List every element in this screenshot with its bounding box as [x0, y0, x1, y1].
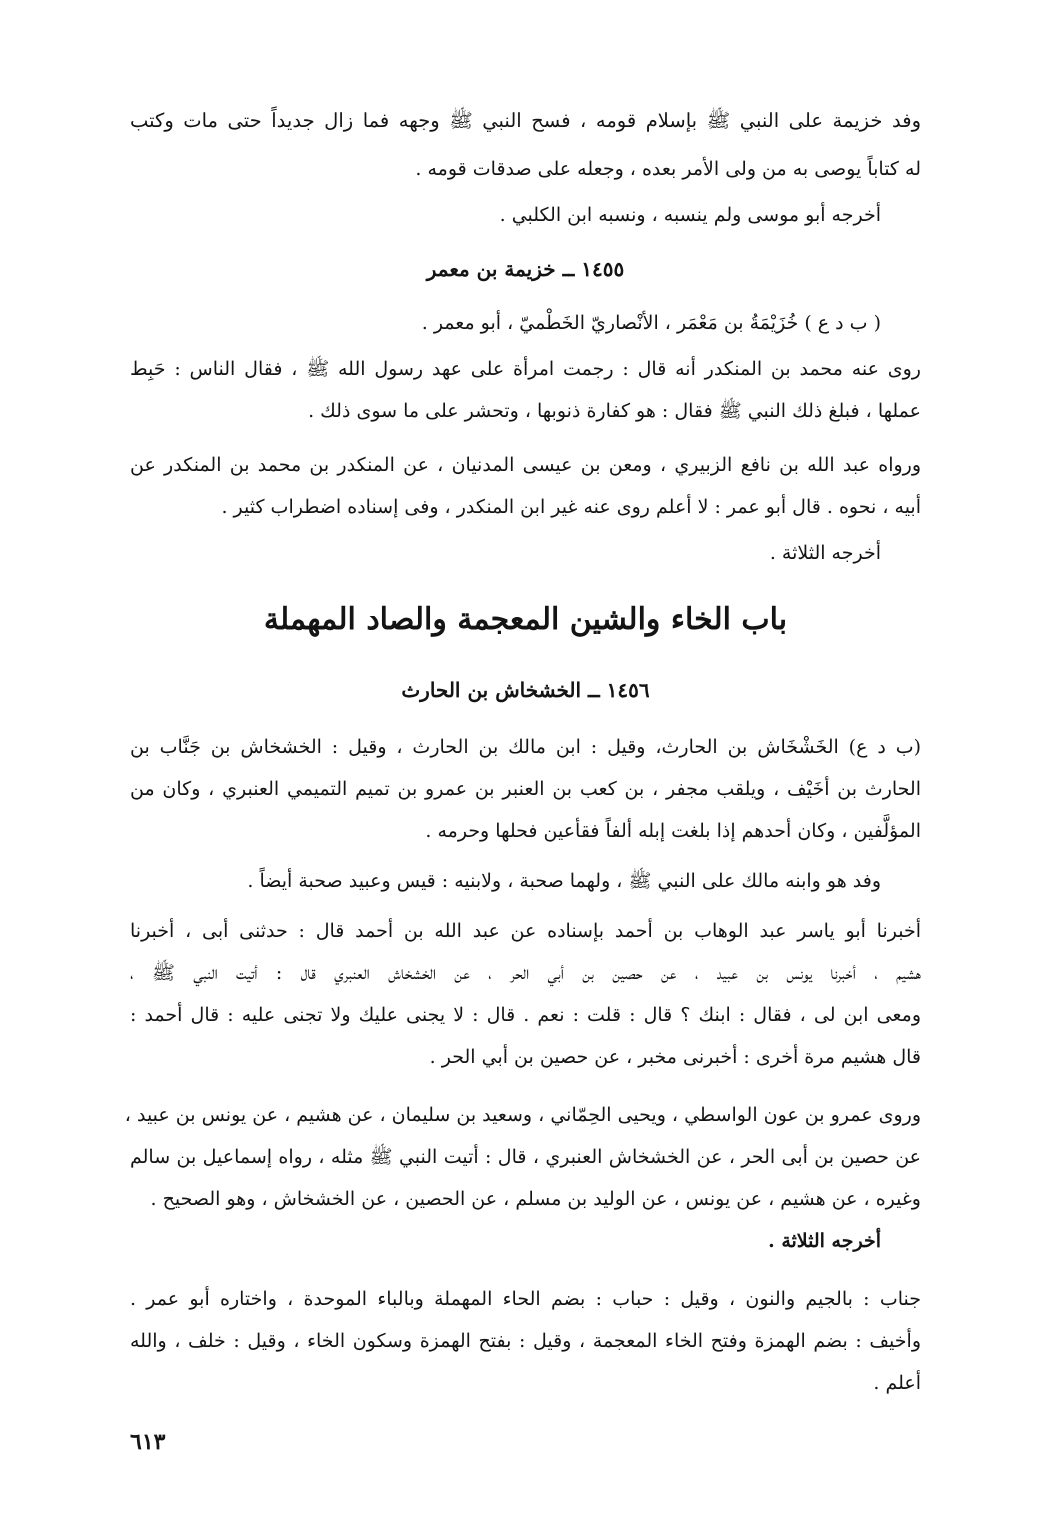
paragraph-line: وغيره ، عن هشيم ، عن يونس ، عن الوليد بن مسلم ، عن الحصين ، عن الخشخاش ، وهو الصحيح . — [150, 1188, 921, 1210]
paragraph-line: أخرجه الثلاثة . — [768, 1230, 881, 1252]
page-number: ٦١٣ — [130, 1429, 166, 1455]
paragraph-line: ( ب د ع ) خُزَيْمَةُ بن مَعْمَر ، الأنْصاريّ الخَطْميّ ، أبو معمر . — [421, 312, 881, 334]
paragraph-line: هشيم ، أخبرنا يونس بن عبيد ، عن حصين بن أبي الحر ، عن الخشخاش العنبري قال : أتيت النبي ﷺ ، — [130, 962, 921, 984]
entry-title: ١٤٥٥ ــ خزيمة بن معمر — [426, 257, 625, 281]
paragraph-line: أخرجه أبو موسى ولم ينسبه ، ونسبه ابن الكلبي . — [499, 204, 881, 226]
paragraph-line: وأخيف : بضم الهمزة وفتح الخاء المعجمة ، وقيل : بفتح الهمزة وسكون الخاء ، وقيل : خلف ، والله — [130, 1330, 921, 1352]
paragraph-line: وفد خزيمة على النبي ﷺ بإسلام قومه ، فسح النبي ﷺ وجهه فما زال جديداً حتى مات وكتب — [130, 109, 921, 132]
paragraph-line: أخبرنا أبو ياسر عبد الوهاب بن أحمد بإسناده عن عبد الله بن أحمد قال : حدثنى أبى ، أخبرنا — [130, 920, 921, 942]
paragraph-line: الحارث بن أخَيْف ، ويلقب مجفر ، بن كعب بن العنبر بن عمرو بن تميم التميمي العنبري ، وكان من — [130, 778, 921, 800]
paragraph-line: عن حصين بن أبى الحر ، عن الخشخاش العنبري ، قال : أتيت النبي ﷺ مثله ، رواه إسماعيل بن سالم — [130, 1146, 921, 1168]
entry-title: ١٤٥٦ ــ الخشخاش بن الحارث — [401, 678, 650, 702]
paragraph-line: عملها ، فبلغ ذلك النبي ﷺ فقال : هو كفارة ذنوبها ، وتحشر على ما سوى ذلك . — [308, 400, 921, 422]
paragraph-line: المؤلَّفين ، وكان أحدهم إذا بلغت إبله ألفاً فقأعين فحلها وحرمه . — [425, 820, 921, 842]
paragraph-line: قال هشيم مرة أخرى : أخبرنى مخبر ، عن حصين بن أبي الحر . — [429, 1046, 921, 1068]
chapter-title: باب الخاء والشين المعجمة والصاد المهملة — [263, 602, 788, 637]
paragraph-line: ورواه عبد الله بن نافع الزبيري ، ومعن بن عيسى المدنيان ، عن المنكدر بن محمد بن المنكدر عن — [130, 454, 921, 476]
paragraph-line: وفد هو وابنه مالك على النبي ﷺ ، ولهما صحبة ، ولابنيه : قيس وعبيد صحبة أيضاً . — [247, 870, 881, 892]
paragraph-line: (ب د ع) الخَشْخَاش بن الحارث، وقيل : ابن مالك بن الحارث ، وقيل : الخشخاش بن جَنَّاب بن — [130, 736, 921, 758]
paragraph-line: أعلم . — [873, 1372, 921, 1394]
paragraph-line: ومعى ابن لى ، فقال : ابنك ؟ قال : قلت : نعم . قال : لا يجنى عليك ولا تجنى عليه : قال أحمد : — [130, 1004, 921, 1026]
paragraph-line: وروى عمرو بن عون الواسطي ، ويحيى الحِمّاني ، وسعيد بن سليمان ، عن هشيم ، عن يونس بن عبيد ، — [124, 1104, 921, 1126]
paragraph-line: روى عنه محمد بن المنكدر أنه قال : رجمت امرأة على عهد رسول الله ﷺ ، فقال الناس : حَبِط — [130, 358, 921, 380]
paragraph-line: أخرجه الثلاثة . — [769, 542, 881, 564]
paragraph-line: أبيه ، نحوه . قال أبو عمر : لا أعلم روى عنه غير ابن المنكدر ، وفى إسناده اضطراب كثير . — [221, 496, 921, 518]
paragraph-line: له كتاباً يوصى به من ولى الأمر بعده ، وجعله على صدقات قومه . — [415, 158, 921, 180]
paragraph-line: جناب : بالجيم والنون ، وقيل : حباب : بضم الحاء المهملة وبالباء الموحدة ، واختاره أبو عمر . — [130, 1288, 921, 1310]
